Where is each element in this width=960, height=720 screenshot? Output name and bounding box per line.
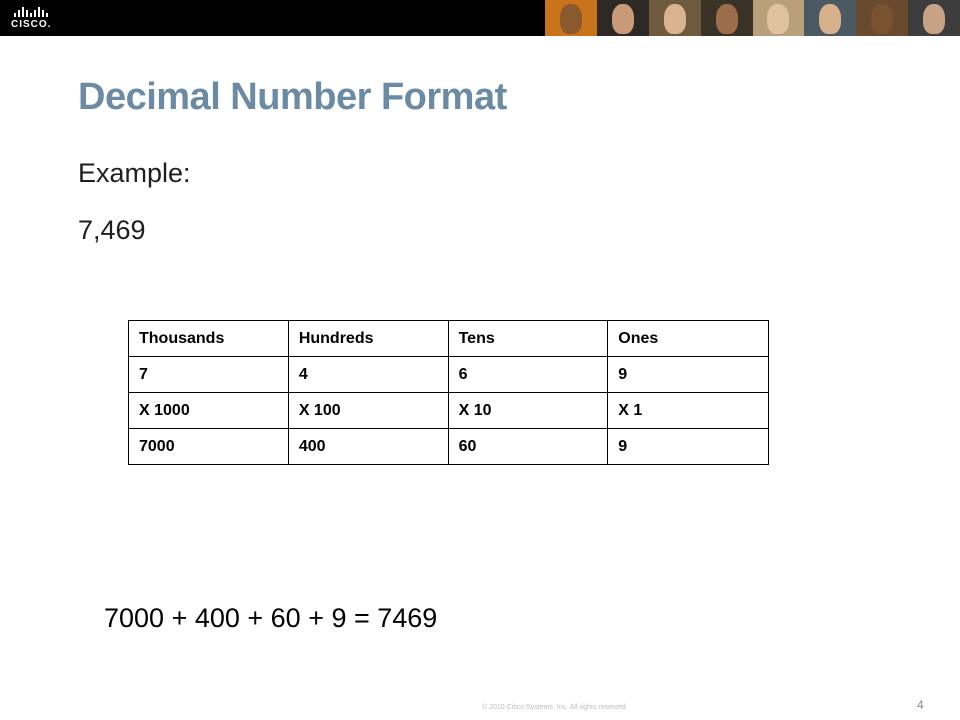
header-photo (908, 0, 960, 36)
table-cell: 60 (448, 429, 608, 465)
header-photo-face (871, 4, 893, 34)
table-row (129, 321, 769, 357)
header-photo (804, 0, 856, 36)
header-photo (649, 0, 701, 36)
copyright-notice: © 2010 Cisco Systems, Inc. All rights reserved. (482, 704, 628, 711)
header-photo-face (767, 4, 789, 34)
table-row (129, 429, 769, 465)
cisco-logo-text: CISCO. (11, 19, 52, 30)
table-cell: 7000 (129, 429, 289, 465)
table-row (129, 393, 769, 429)
table-row (129, 357, 769, 393)
header-photo-face (819, 4, 841, 34)
example-number: 7,469 (78, 215, 146, 245)
table-cell: X 100 (288, 393, 448, 429)
table-cell: 9 (608, 429, 769, 465)
table-cell: Ones (608, 321, 769, 357)
table-cell: Hundreds (288, 321, 448, 357)
page-number: 4 (917, 698, 924, 712)
header-photo-face (664, 4, 686, 34)
table-cell: X 1 (608, 393, 769, 429)
table-cell: X 10 (448, 393, 608, 429)
header-photo (597, 0, 649, 36)
header-photo-face (612, 4, 634, 34)
table-cell: 4 (288, 357, 448, 393)
table-cell: 6 (448, 357, 608, 393)
header-band (0, 0, 960, 36)
table-cell: Thousands (129, 321, 289, 357)
table-cell: 400 (288, 429, 448, 465)
header-photo-face (716, 4, 738, 34)
header-photo-face (560, 4, 582, 34)
table-cell: Tens (448, 321, 608, 357)
header-photo (701, 0, 753, 36)
header-photo-face (923, 4, 945, 34)
table-cell: 9 (608, 357, 769, 393)
header-photo (856, 0, 908, 36)
header-photo (753, 0, 805, 36)
table-cell: X 1000 (129, 393, 289, 429)
table-cell: 7 (129, 357, 289, 393)
header-photo (545, 0, 597, 36)
expanded-equation: 7000 + 400 + 60 + 9 = 7469 (104, 603, 438, 633)
cisco-logo (8, 5, 58, 31)
header-photo-strip (545, 0, 960, 36)
example-label: Example: (78, 158, 191, 188)
slide-title: Decimal Number Format (78, 76, 507, 118)
place-value-table (128, 320, 769, 465)
